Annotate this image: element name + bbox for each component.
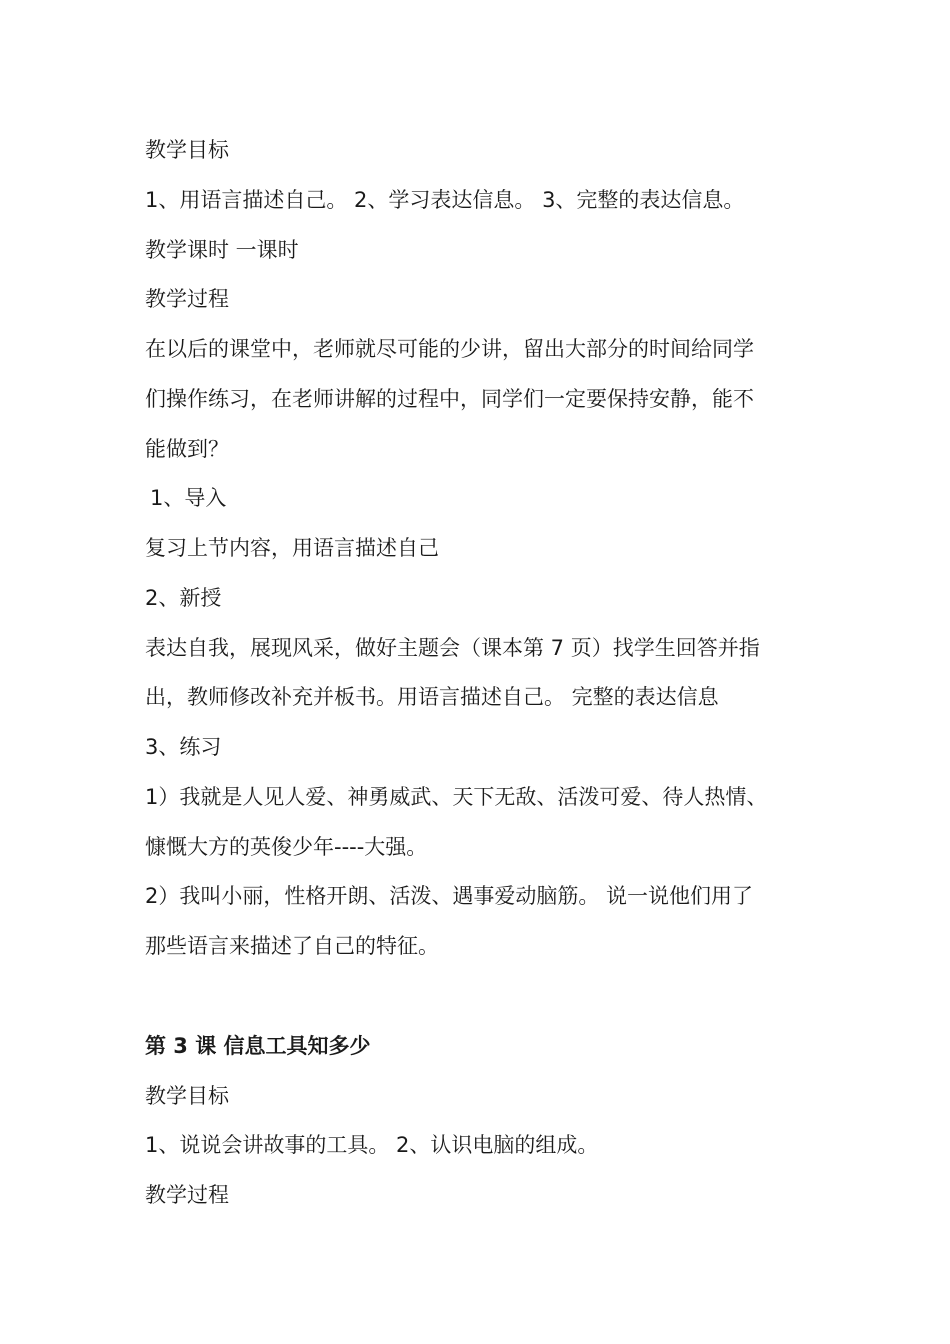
exercise1-line-1: 1）我就是人见人爱、神勇威武、天下无敌、活泼可爱、待人热情、 [145,785,768,809]
objectives-text: 1、用语言描述自己。 2、学习表达信息。 3、完整的表达信息。 [145,188,745,212]
step1-text: 复习上节内容，用语言描述自己 [145,536,439,560]
lesson-hours: 教学课时 一课时 [145,238,299,262]
lesson3-process-heading: 教学过程 [145,1183,229,1207]
lesson3-objectives-heading: 教学目标 [145,1084,229,1108]
objectives-heading: 教学目标 [145,138,229,162]
step2-paragraph-line-2: 出，教师修改补充并板书。用语言描述自己。 完整的表达信息 [145,685,719,709]
exercise2-line-2: 那些语言来描述了自己的特征。 [145,934,439,958]
step1-heading: 1、导入 [150,486,227,510]
exercise2-line-1: 2）我叫小丽，性格开朗、活泼、遇事爱动脑筋。 说一说他们用了 [145,884,754,908]
intro-paragraph-line-1: 在以后的课堂中，老师就尽可能的少讲，留出大部分的时间给同学 [145,337,754,361]
step3-heading: 3、练习 [145,735,222,759]
step2-heading: 2、新授 [145,586,222,610]
intro-paragraph-line-3: 能做到？ [145,437,229,461]
exercise1-line-2: 慷慨大方的英俊少年----大强。 [145,835,428,859]
process-heading: 教学过程 [145,287,229,311]
lesson3-objectives-text: 1、说说会讲故事的工具。 2、认识电脑的组成。 [145,1133,599,1157]
lesson3-title: 第 3 课 信息工具知多少 [145,1034,371,1058]
intro-paragraph-line-2: 们操作练习，在老师讲解的过程中，同学们一定要保持安静，能不 [145,387,754,411]
step2-paragraph-line-1: 表达自我，展现风采，做好主题会（课本第 7 页）找学生回答并指 [145,636,760,660]
